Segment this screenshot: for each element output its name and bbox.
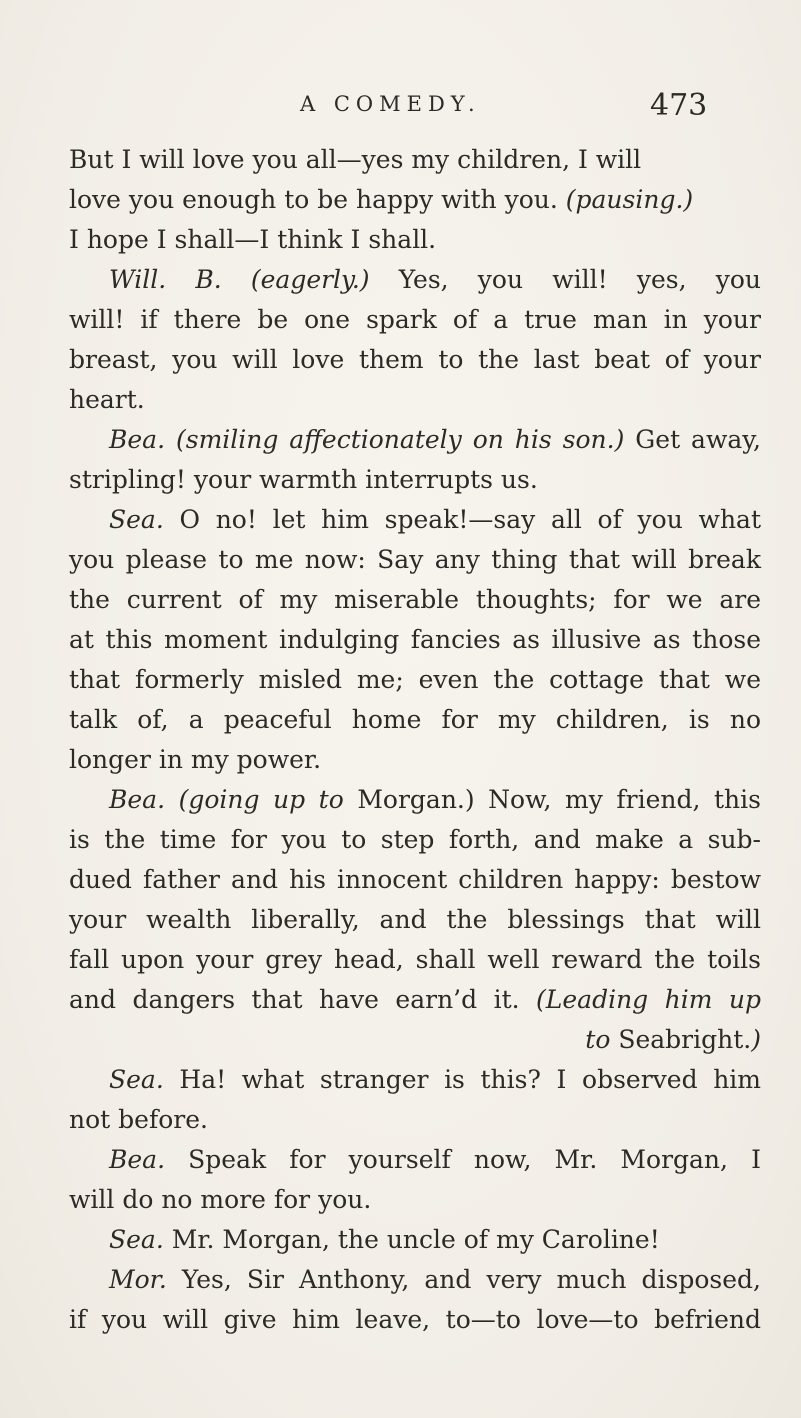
text-line: talk of, a peaceful home for my children, is no [69, 705, 761, 734]
text-line: Mor. Yes, Sir Anthony, and very much disposed, [109, 1265, 761, 1294]
text-line: will do no more for you. [69, 1185, 372, 1214]
text-line: heart. [69, 385, 145, 414]
text-line: the current of my miserable thoughts; for we are [69, 585, 761, 614]
text-line: Bea. (smiling affectionately on his son.) Get away, [109, 425, 762, 454]
text-line: fall upon your grey head, shall well reward the toils [69, 945, 761, 974]
text-line: Bea. (going up to Morgan.) Now, my friend, this [109, 785, 761, 814]
text-line: stripling! your warmth interrupts us. [69, 465, 538, 494]
text-line: Will. B. (eagerly.) Yes, you will! yes, you [109, 265, 761, 294]
text-line: your wealth liberally, and the blessings that will [69, 905, 761, 934]
text-line: But I will love you all—yes my children, I will [69, 145, 642, 174]
text-line: longer in my power. [69, 745, 322, 774]
text-line: you please to me now: Say any thing that will break [69, 545, 761, 574]
running-head [0, 88, 801, 132]
text-line: Bea. Speak for yourself now, Mr. Morgan, I [109, 1145, 761, 1174]
text-line: dued father and his innocent children happy: bestow [69, 865, 761, 894]
body-text [69, 140, 761, 1340]
text-line: Sea. Ha! what stranger is this? I observed him [109, 1065, 761, 1094]
text-line: to Seabright.) [585, 1025, 761, 1054]
text-line: at this moment indulging fancies as illusive as those [69, 625, 761, 654]
page-number: 473 [650, 88, 708, 123]
text-line: will! if there be one spark of a true man in your [69, 305, 761, 334]
running-title: A COMEDY. [300, 92, 481, 116]
text-line: and dangers that have earn’d it. (Leading him up [69, 985, 761, 1014]
text-line: Sea. Mr. Morgan, the uncle of my Caroline! [109, 1225, 660, 1254]
text-line: if you will give him leave, to—to love—to befriend [69, 1305, 761, 1334]
text-line: that formerly misled me; even the cottage that we [69, 665, 761, 694]
text-line: love you enough to be happy with you. (pausing.) [69, 185, 694, 214]
text-line: I hope I shall—I think I shall. [69, 225, 437, 254]
text-line: is the time for you to step forth, and make a sub- [69, 825, 761, 854]
text-line: Sea. O no! let him speak!—say all of you what [109, 505, 761, 534]
text-line: breast, you will love them to the last beat of your [69, 345, 761, 374]
text-line: not before. [69, 1105, 208, 1134]
